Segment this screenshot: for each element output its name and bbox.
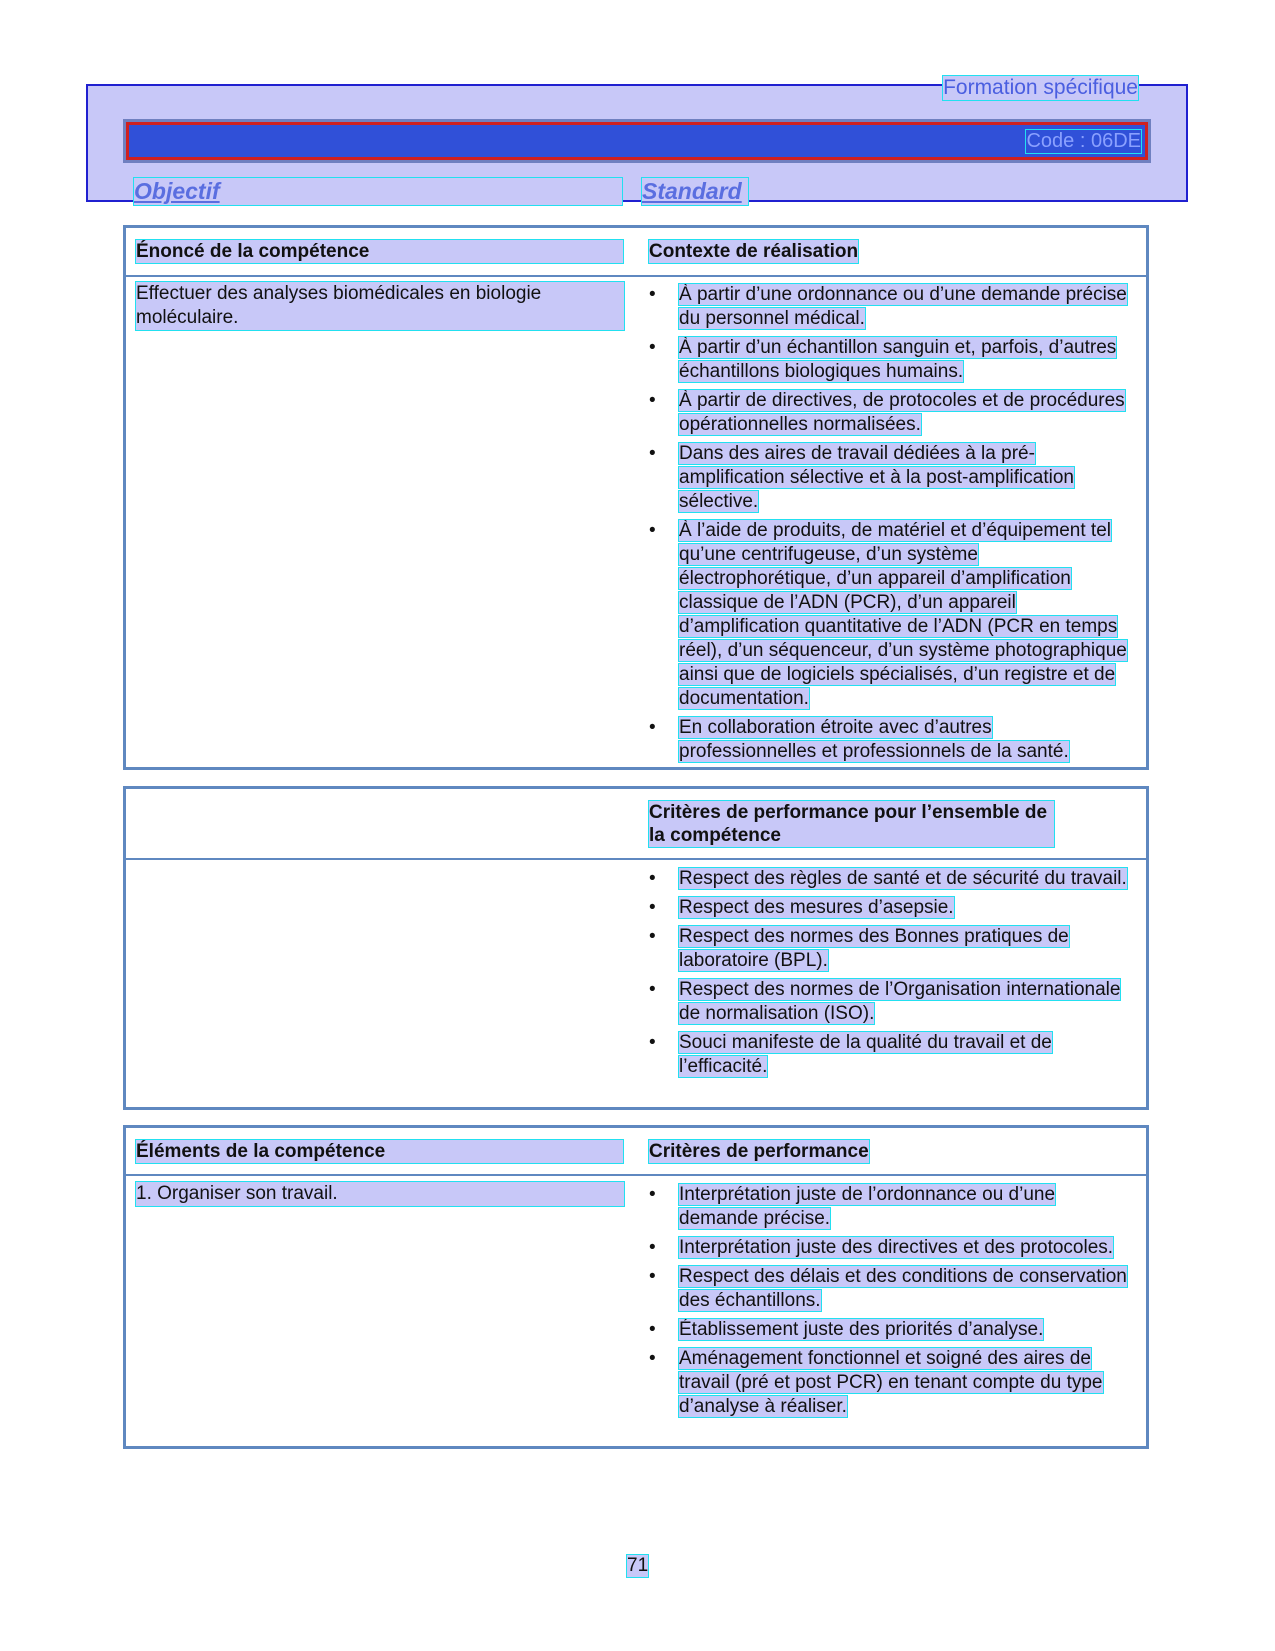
- list-item: • Établissement juste des priorités d’analyse.: [649, 1318, 1129, 1342]
- list-item: • Respect des délais et des conditions de conservation des échantillons.: [649, 1265, 1129, 1313]
- criteres-list: [649, 1183, 1129, 1424]
- list-item: • À partir de directives, de protocoles et de procédures opérationnelles normalisées.: [649, 389, 1129, 437]
- list-item: • Dans des aires de travail dédiées à la pré-amplification sélective et à la post-amplification sélective.: [649, 442, 1129, 514]
- list-item: • Respect des normes des Bonnes pratiques de laboratoire (BPL).: [649, 925, 1129, 973]
- list-item: • Interprétation juste de l’ordonnance ou d’une demande précise.: [649, 1183, 1129, 1231]
- panel-header: [126, 1128, 1146, 1176]
- criteres-heading: Critères de performance: [649, 1141, 869, 1162]
- list-item: • Souci manifeste de la qualité du travail et de l’efficacité.: [649, 1031, 1129, 1079]
- list-item: • À partir d’un échantillon sanguin et, parfois, d’autres échantillons biologiques humains.: [649, 336, 1129, 384]
- list-item: • Respect des règles de santé et de sécurité du travail.: [649, 867, 1129, 891]
- contexte-heading: Contexte de réalisation: [649, 241, 859, 262]
- code-bar: [126, 122, 1148, 160]
- panel-header: [126, 789, 1146, 860]
- criteres-ensemble-heading: Critères de performance pour l’ensemble de la compétence: [649, 801, 1054, 847]
- list-item: • À partir d’une ordonnance ou d’une demande précise du personnel médical.: [649, 283, 1129, 331]
- panel-criteres-ensemble: [123, 786, 1149, 1110]
- criteres-ensemble-list: [649, 867, 1129, 1084]
- list-item: • En collaboration étroite avec d’autres professionnelles et professionnels de la santé.: [649, 716, 1129, 764]
- elements-heading: Éléments de la compétence: [136, 1140, 623, 1163]
- objectif-title: Objectif: [134, 178, 622, 205]
- list-item: • Interprétation juste des directives et des protocoles.: [649, 1236, 1129, 1260]
- list-item: • Aménagement fonctionnel et soigné des aires de travail (pré et post PCR) en tenant compte du type d’analyse à réaliser.: [649, 1347, 1129, 1419]
- page-number: 71: [627, 1555, 649, 1576]
- element-item: 1. Organiser son travail.: [136, 1182, 624, 1206]
- list-item: • Respect des normes de l’Organisation internationale de normalisation (ISO).: [649, 978, 1129, 1026]
- formation-label: Formation spécifique: [943, 76, 1138, 99]
- contexte-list: [649, 283, 1129, 769]
- panel-header: [126, 228, 1146, 277]
- code-label: Code : 06DE: [1026, 130, 1141, 152]
- enonce-heading: Énoncé de la compétence: [136, 240, 623, 263]
- list-item: • Respect des mesures d’asepsie.: [649, 896, 1129, 920]
- list-item: • À l’aide de produits, de matériel et d’équipement tel qu’une centrifugeuse, d’un système électrophorétique, d’un appareil d’amplification classique de l’ADN (PCR), d’un appareil d’amplification quantitative de l’ADN (PCR en temps réel), d’un séquenceur, d’un système photographique ainsi que de logiciels spécialisés, d’un registre et de documentation.: [649, 519, 1129, 711]
- competence-statement: Effectuer des analyses biomédicales en biologie moléculaire.: [136, 282, 624, 330]
- standard-title: Standard: [642, 178, 748, 205]
- panel-elements-criteres: [123, 1125, 1149, 1449]
- panel-enonce-contexte: [123, 225, 1149, 770]
